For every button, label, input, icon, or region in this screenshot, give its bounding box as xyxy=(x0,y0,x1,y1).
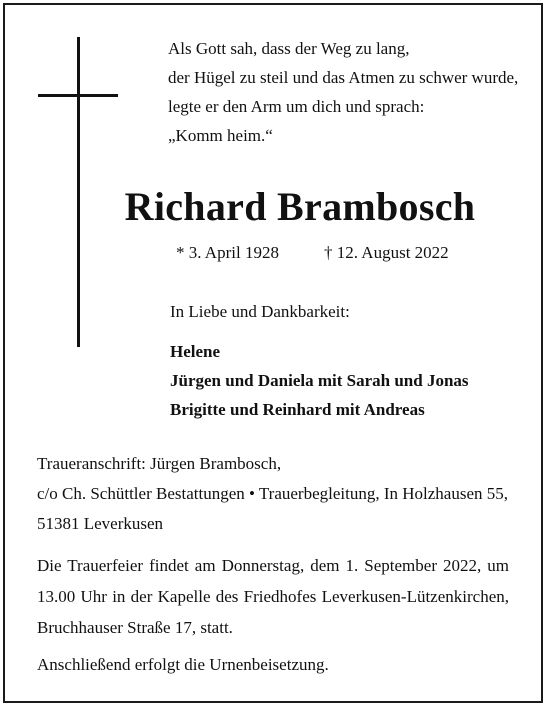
address-line: c/o Ch. Schüttler Bestattungen • Trauerbegleitung, In Holzhausen 55, xyxy=(37,484,509,503)
deceased-name: Richard Brambosch xyxy=(124,184,476,229)
poem xyxy=(168,34,518,150)
poem-line: legte er den Arm um dich und sprach: xyxy=(168,97,425,116)
ceremony-line: Bruchhauser Straße 17, statt. xyxy=(37,618,233,637)
poem-line: der Hügel zu steil und das Atmen zu schwer wurde, xyxy=(168,68,519,87)
ceremony-line: 13.00 Uhr in der Kapelle des Friedhofes Leverkusen-Lützenkirchen, xyxy=(37,587,509,606)
mourners-list xyxy=(170,337,469,424)
poem-line: „Komm heim.“ xyxy=(168,126,273,145)
mourner-name: Jürgen und Daniela mit Sarah und Jonas xyxy=(170,371,469,390)
ceremony-line: Die Trauerfeier findet am Donnerstag, dem 1. September 2022, um xyxy=(37,556,509,575)
mourner-name: Brigitte und Reinhard mit Andreas xyxy=(170,400,425,419)
mourner-name: Helene xyxy=(170,342,221,361)
mourning-address xyxy=(37,449,508,539)
death-date: † 12. August 2022 xyxy=(324,243,449,262)
ceremony-notice xyxy=(37,550,509,643)
birth-date: * 3. April 1928 xyxy=(176,243,279,262)
cross-icon-bar xyxy=(38,94,118,97)
mourners-intro: In Liebe und Dankbarkeit: xyxy=(170,302,350,321)
address-line: Traueranschrift: Jürgen Brambosch, xyxy=(37,454,282,473)
address-line: 51381 Leverkusen xyxy=(37,514,164,533)
closing-note: Anschließend erfolgt die Urnenbeisetzung. xyxy=(37,655,329,674)
poem-line: Als Gott sah, dass der Weg zu lang, xyxy=(168,39,410,58)
